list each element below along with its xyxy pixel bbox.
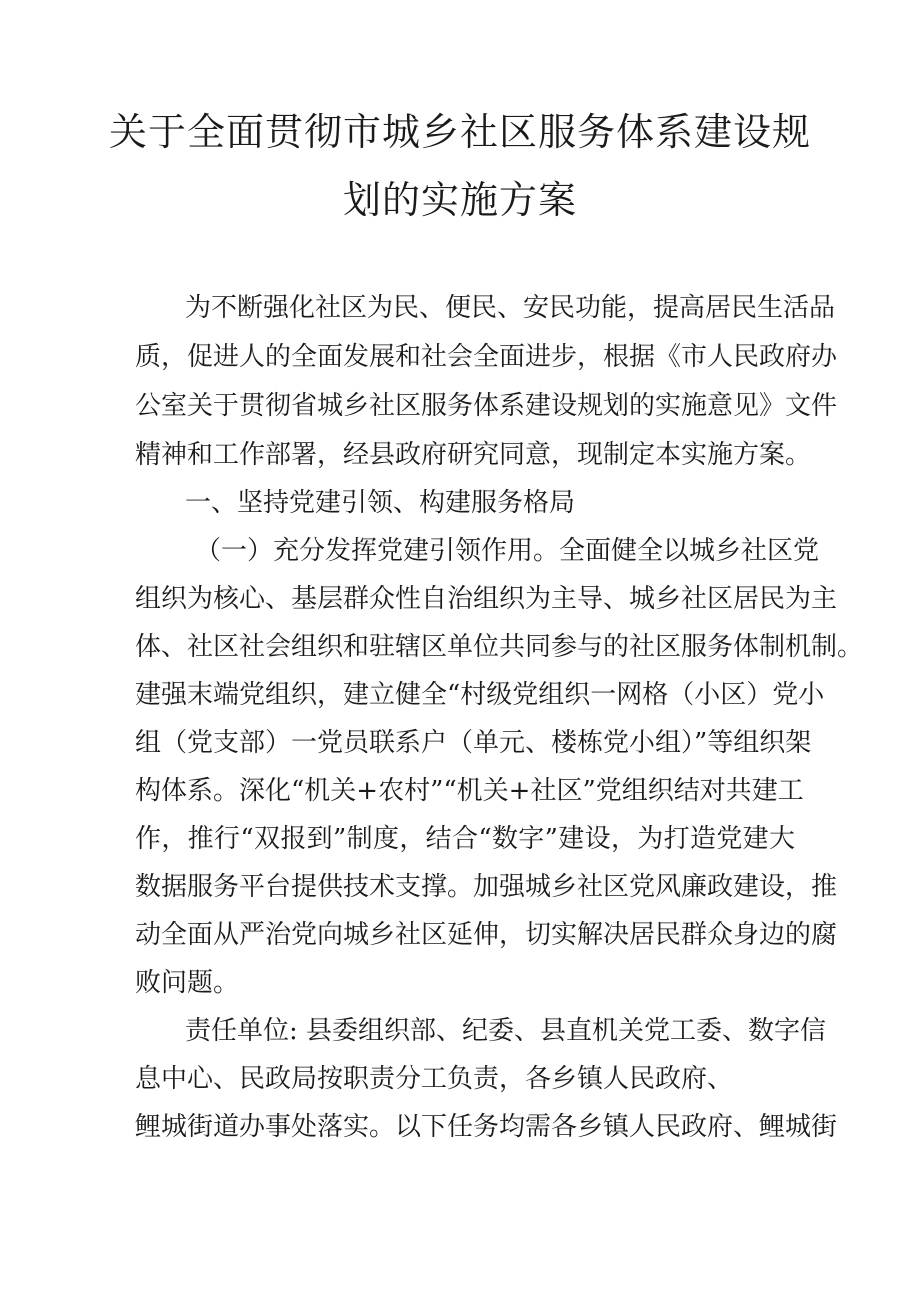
sub1-line-8: 数据服务平台提供技术支撑。加强城乡社区党风廉政建设，推 xyxy=(135,872,838,902)
section-1-heading: 一、坚持党建引领、构建服务格局 xyxy=(185,488,576,518)
sub1-line-7: 作，推行“双报到”制度，结合“数字”建设，为打造党建大 xyxy=(135,824,795,854)
intro-line-1: 为不断强化社区为民、便民、安民功能，提高居民生活品 xyxy=(185,293,836,323)
intro-line-3: 公室关于贯彻省城乡社区服务体系建设规划的实施意见》文件 xyxy=(135,391,838,421)
resp-line-2: 息中心、民政局按职责分工负责，各乡镇人民政府、 xyxy=(135,1064,734,1094)
resp-line-3: 鲤城街道办事处落实。以下任务均需各乡镇人民政府、鲤城街 xyxy=(135,1112,838,1142)
resp-line-1: 责任单位: 县委组织部、纪委、县直机关党工委、数字信 xyxy=(185,1016,827,1046)
intro-line-4: 精神和工作部署，经县政府研究同意，现制定本实施方案。 xyxy=(135,440,812,470)
sub1-line-4: 建强末端党组织，建立健全“村级党组织一网格（小区）党小 xyxy=(135,680,825,710)
sub1-line-3: 体、社区社会组织和驻辖区单位共同参与的社区服务体制机制。 xyxy=(135,632,864,662)
document-title-line-1: 关于全面贯彻市城乡社区服务体系建设规 xyxy=(108,110,811,154)
document-title-line-2: 划的实施方案 xyxy=(342,178,577,222)
sub1-line-5: 组（党支部）一党员联系户（单元、楼栋党小组）”等组织架 xyxy=(135,728,812,758)
sub1-line-1: （一）充分发挥党建引领作用。全面健全以城乡社区党 xyxy=(195,536,820,566)
sub1-line-10: 败问题。 xyxy=(135,968,240,998)
intro-line-2: 质，促进人的全面发展和社会全面进步，根据《市人民政府办 xyxy=(135,342,838,372)
sub1-line-6: 构体系。深化“机关+农村”“机关+社区”党组织结对共建工 xyxy=(135,776,804,806)
sub1-line-9: 动全面从严治党向城乡社区延伸，切实解决居民群众身边的腐 xyxy=(135,920,838,950)
sub1-line-2: 组织为核心、基层群众性自治组织为主导、城乡社区居民为主 xyxy=(135,584,838,614)
